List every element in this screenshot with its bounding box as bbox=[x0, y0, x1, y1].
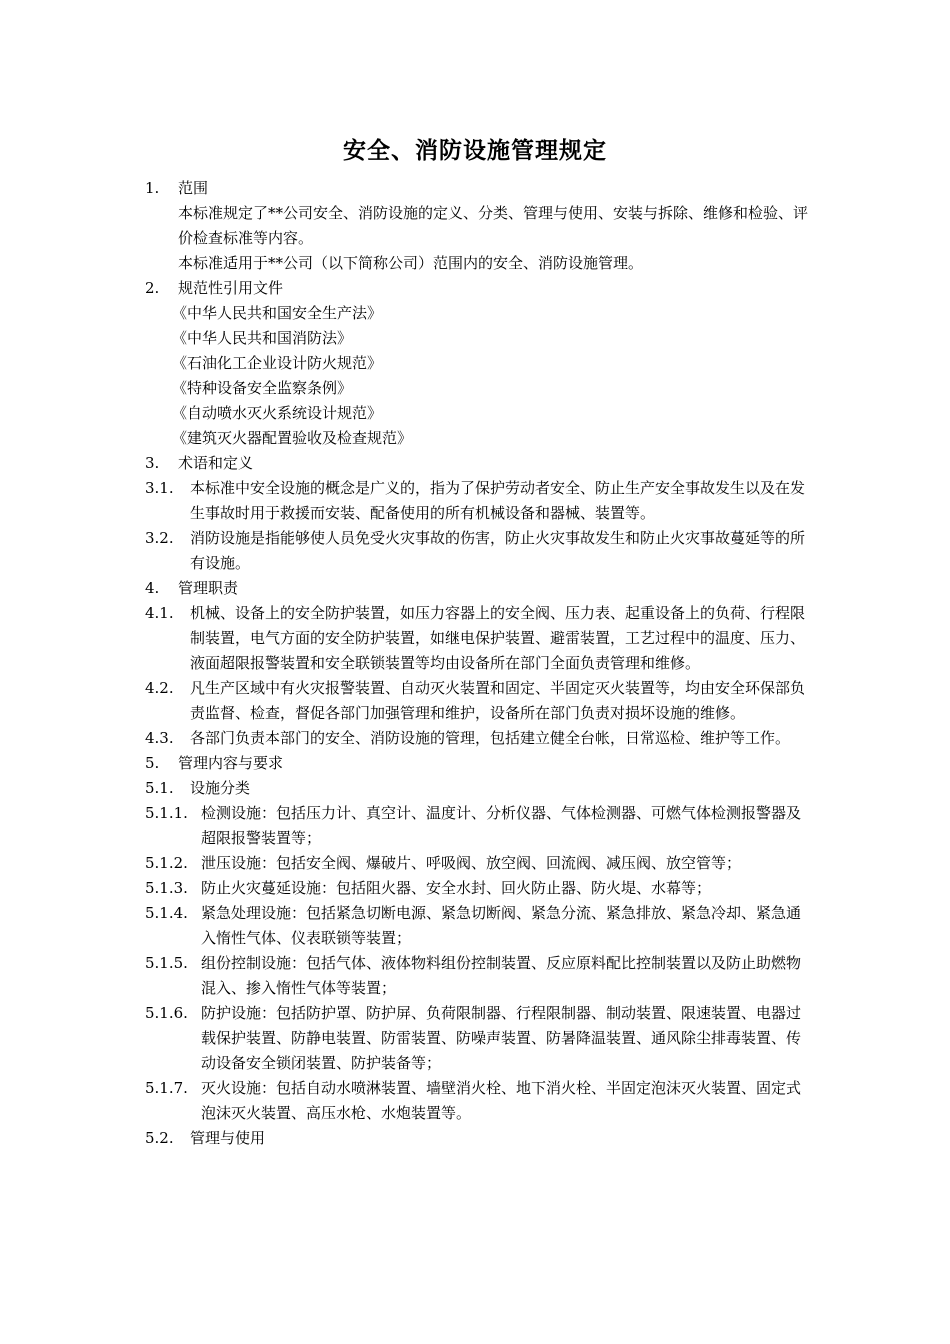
section-heading bbox=[145, 751, 815, 776]
reference-item: 《中华人民共和国消防法》 bbox=[172, 329, 353, 347]
section-number: 2. bbox=[145, 279, 160, 297]
clause-number: 5.1.6. bbox=[145, 1004, 188, 1022]
section-number: 3. bbox=[145, 454, 160, 472]
clause-text: 检测设施：包括压力计、真空计、温度计、分析仪器、气体检测器、可燃气体检测报警器及超限报警装置等； bbox=[201, 804, 802, 847]
clause-item bbox=[145, 726, 815, 751]
paragraph: 本标准规定了**公司安全、消防设施的定义、分类、管理与使用、安装与拆除、维修和检验、评价检查标准等内容。 bbox=[178, 204, 809, 247]
clause-number: 3.2. bbox=[145, 529, 174, 547]
clause-number: 4.2. bbox=[145, 679, 174, 697]
subsection-heading bbox=[145, 1126, 815, 1151]
section-number: 1. bbox=[145, 179, 160, 197]
clause-text: 防止火灾蔓延设施：包括阻火器、安全水封、回火防止器、防火堤、水幕等； bbox=[201, 879, 712, 897]
clause-number: 3.1. bbox=[145, 479, 174, 497]
clause-number: 4.3. bbox=[145, 729, 174, 747]
clause-text: 防护设施：包括防护罩、防护屏、负荷限制器、行程限制器、制动装置、限速装置、电器过载保护装置、防静电装置、防雷装置、防噪声装置、防暑降温装置、通风除尘排毒装置、传动设备安全锁闭装置、防护装备等； bbox=[201, 1004, 802, 1072]
document-title: 安全、消防设施管理规定 bbox=[343, 137, 607, 164]
clause-number: 5.1.5. bbox=[145, 954, 188, 972]
paragraph: 本标准适用于**公司（以下简称公司）范围内的安全、消防设施管理。 bbox=[178, 254, 644, 272]
clause-number: 5.1.2. bbox=[145, 854, 188, 872]
clause-text: 组份控制设施：包括气体、液体物料组份控制装置、反应原料配比控制装置以及防止助燃物混入、掺入惰性气体等装置； bbox=[201, 954, 802, 997]
section-heading bbox=[145, 451, 815, 476]
clause-text: 凡生产区域中有火灾报警装置、自动灭火装置和固定、半固定灭火装置等，均由安全环保部负责监督、检查，督促各部门加强管理和维护，设备所在部门负责对损坏设施的维修。 bbox=[190, 679, 806, 722]
section-number: 4. bbox=[145, 579, 160, 597]
section-heading bbox=[145, 176, 815, 201]
document-body bbox=[145, 176, 815, 1151]
clause-number: 4.1. bbox=[145, 604, 174, 622]
clause-item bbox=[145, 526, 815, 576]
section-title: 术语和定义 bbox=[178, 454, 254, 472]
clause-item bbox=[145, 1001, 815, 1076]
clause-item bbox=[145, 1076, 815, 1126]
clause-text: 机械、设备上的安全防护装置，如压力容器上的安全阀、压力表、起重设备上的负荷、行程限制装置，电气方面的安全防护装置，如继电保护装置、避雷装置，工艺过程中的温度、压力、液面超限报警装置和安全联锁装置等均由设备所在部门全面负责管理和维修。 bbox=[190, 604, 806, 672]
clause-item bbox=[145, 601, 815, 676]
subsection-heading bbox=[145, 776, 815, 801]
clause-number: 5.1.3. bbox=[145, 879, 188, 897]
clause-item bbox=[145, 876, 815, 901]
subsection-number: 5.2. bbox=[145, 1129, 174, 1147]
reference-item: 《建筑灭火器配置验收及检查规范》 bbox=[172, 429, 413, 447]
section-title: 范围 bbox=[178, 179, 209, 197]
clause-text: 泄压设施：包括安全阀、爆破片、呼吸阀、放空阀、回流阀、减压阀、放空管等； bbox=[201, 854, 742, 872]
subsection-number: 5.1. bbox=[145, 779, 174, 797]
reference-item: 《中华人民共和国安全生产法》 bbox=[172, 304, 383, 322]
clause-text: 各部门负责本部门的安全、消防设施的管理，包括建立健全台帐，日常巡检、维护等工作。 bbox=[190, 729, 791, 747]
subsection-title: 管理与使用 bbox=[190, 1129, 266, 1147]
clause-item bbox=[145, 851, 815, 876]
section-title: 管理职责 bbox=[178, 579, 239, 597]
section-number: 5. bbox=[145, 754, 160, 772]
clause-item bbox=[145, 901, 815, 951]
reference-item: 《特种设备安全监察条例》 bbox=[172, 379, 353, 397]
clause-number: 5.1.4. bbox=[145, 904, 188, 922]
reference-item: 《石油化工企业设计防火规范》 bbox=[172, 354, 383, 372]
clause-text: 消防设施是指能够使人员免受火灾事故的伤害，防止火灾事故发生和防止火灾事故蔓延等的所有设施。 bbox=[190, 529, 806, 572]
clause-number: 5.1.7. bbox=[145, 1079, 188, 1097]
clause-text: 紧急处理设施：包括紧急切断电源、紧急切断阀、紧急分流、紧急排放、紧急冷却、紧急通入惰性气体、仪表联锁等装置； bbox=[201, 904, 802, 947]
reference-item: 《自动喷水灭火系统设计规范》 bbox=[172, 404, 383, 422]
clause-item bbox=[145, 951, 815, 1001]
section-heading bbox=[145, 576, 815, 601]
subsection-title: 设施分类 bbox=[190, 779, 251, 797]
clause-item bbox=[145, 476, 815, 526]
clause-item bbox=[145, 801, 815, 851]
section-title: 管理内容与要求 bbox=[178, 754, 284, 772]
clause-text: 本标准中安全设施的概念是广义的，指为了保护劳动者安全、防止生产安全事故发生以及在发生事故时用于救援而安装、配备使用的所有机械设备和器械、装置等。 bbox=[190, 479, 806, 522]
clause-text: 灭火设施：包括自动水喷淋装置、墙壁消火栓、地下消火栓、半固定泡沫灭火装置、固定式泡沫灭火装置、高压水枪、水炮装置等。 bbox=[201, 1079, 802, 1122]
clause-number: 5.1.1. bbox=[145, 804, 188, 822]
section-heading bbox=[145, 276, 815, 301]
section-title: 规范性引用文件 bbox=[178, 279, 284, 297]
clause-item bbox=[145, 676, 815, 726]
